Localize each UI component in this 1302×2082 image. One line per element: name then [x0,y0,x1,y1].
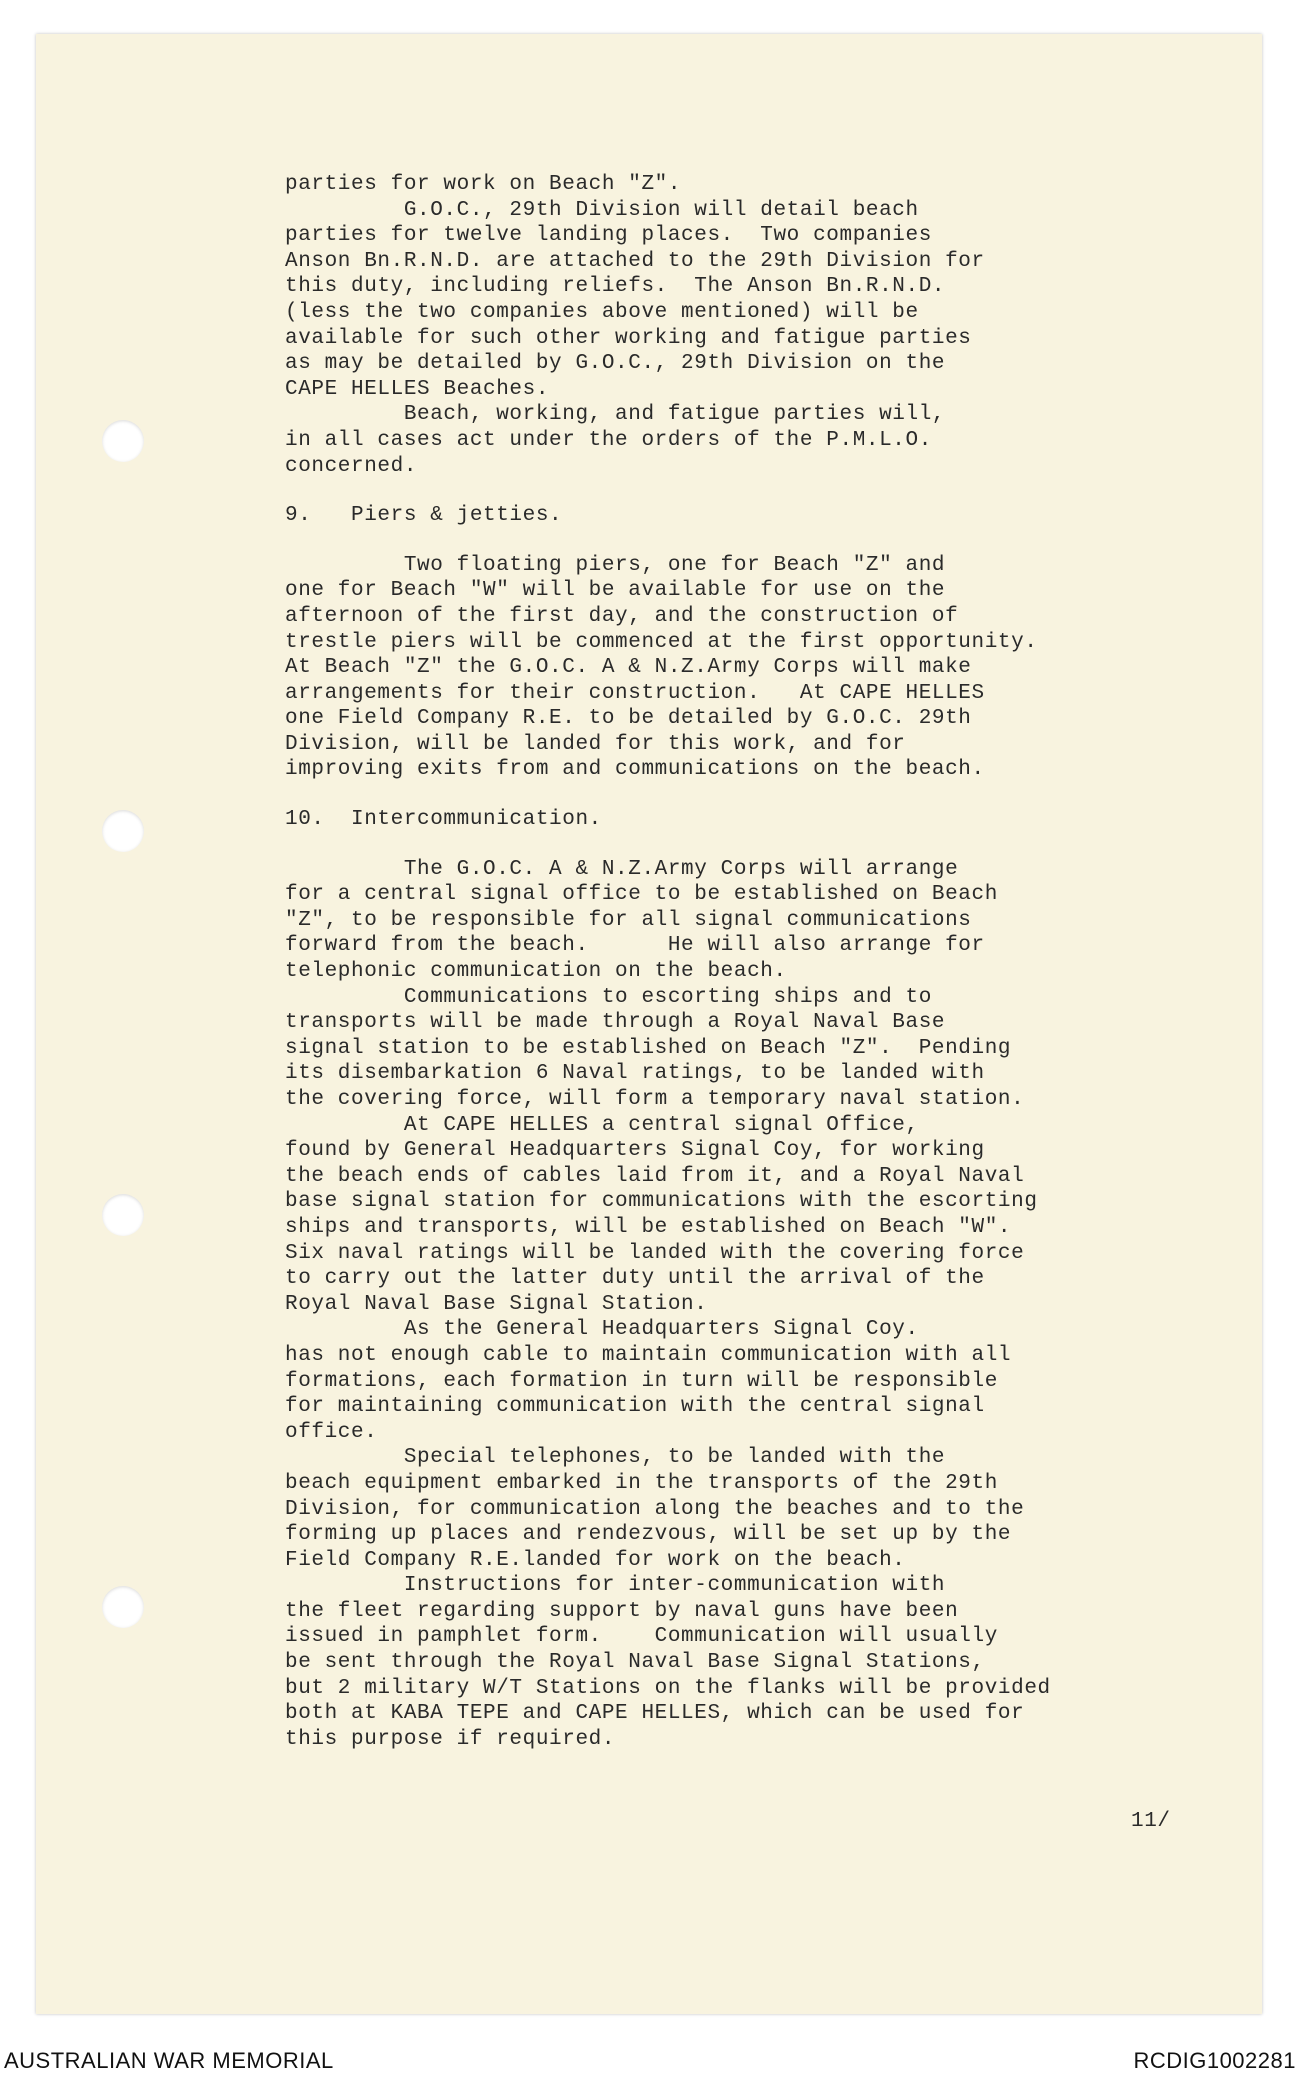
text-line: base signal station for communications with the escorting [285,1190,1038,1214]
text-line: Instructions for inter-communication with [285,1574,946,1598]
punch-hole [102,810,144,852]
text-line: CAPE HELLES Beaches. [285,377,550,401]
text-line: improving exits from and communications on the beach. [285,758,985,782]
text-line: parties for work on Beach "Z". [285,173,682,196]
paragraph-block-top [285,172,1185,479]
text-line: the beach ends of cables laid from it, and a Royal Naval [285,1164,1025,1188]
punch-hole [102,1194,144,1236]
text-line: found by General Headquarters Signal Coy, for working [285,1139,985,1163]
text-line: the fleet regarding support by naval guns have been [285,1599,959,1623]
text-line: this duty, including reliefs. The Anson Bn.R.N.D. [285,275,946,299]
text-line: but 2 military W/T Stations on the flanks will be provided [285,1676,1051,1700]
text-line: to carry out the latter duty until the arrival of the [285,1267,985,1291]
text-line: ships and transports, will be established on Beach "W". [285,1215,1012,1239]
text-line: At Beach "Z" the G.O.C. A & N.Z.Army Corps will make [285,656,972,680]
text-line: transports will be made through a Royal Naval Base [285,1011,946,1035]
text-line: The G.O.C. A & N.Z.Army Corps will arrange [285,857,959,881]
text-line: Two floating piers, one for Beach "Z" and [285,553,946,577]
text-line: for a central signal office to be established on Beach [285,883,998,907]
text-line: Communications to escorting ships and to [285,985,932,1009]
text-line: this purpose if required. [285,1727,616,1751]
text-line: afternoon of the first day, and the construction of [285,604,959,628]
text-line: one Field Company R.E. to be detailed by G.O.C. 29th [285,707,972,731]
text-line: has not enough cable to maintain communication with all [285,1343,1012,1367]
text-line: forming up places and rendezvous, will be set up by the [285,1523,1012,1547]
text-line: Beach, working, and fatigue parties will, [285,403,946,427]
text-line: the covering force, will form a temporary naval station. [285,1088,1025,1111]
text-line: parties for twelve landing places. Two companies [285,224,932,248]
text-line: forward from the beach. He will also arrange for [285,934,985,958]
text-line: available for such other working and fatigue parties [285,326,972,350]
text-line: office. [285,1420,378,1444]
text-line: beach equipment embarked in the transports of the 29th [285,1471,998,1495]
text-line: both at KABA TEPE and CAPE HELLES, which can be used for [285,1702,1025,1726]
section-heading-9: 9. Piers & jetties. [285,504,563,528]
text-line: At CAPE HELLES a central signal Office, [285,1113,919,1137]
text-line: Field Company R.E.landed for work on the beach. [285,1548,906,1572]
text-line: be sent through the Royal Naval Base Signal Stations, [285,1651,985,1675]
text-line: Division, will be landed for this work, and for [285,732,906,756]
archive-footer-right: RCDIG1002281 [1133,2048,1296,2073]
text-line: Anson Bn.R.N.D. are attached to the 29th Division for [285,249,985,273]
page-continuation-marker: 11/ [1131,1810,1171,1833]
text-line: Division, for communication along the beaches and to the [285,1497,1025,1521]
text-line: Special telephones, to be landed with the [285,1446,946,1470]
text-line: issued in pamphlet form. Communication will usually [285,1625,998,1649]
text-line: concerned. [285,454,418,478]
text-line: trestle piers will be commenced at the first opportunity. [285,630,1038,654]
text-line: in all cases act under the orders of the P.M.L.O. [285,428,932,452]
section-9-body [285,553,1185,783]
document-body [285,172,1185,1752]
text-line: its disembarkation 6 Naval ratings, to be landed with [285,1062,985,1086]
punch-hole [102,420,144,462]
archive-footer-left: AUSTRALIAN WAR MEMORIAL [4,2048,334,2073]
text-line: "Z", to be responsible for all signal communications [285,908,972,932]
text-line: Royal Naval Base Signal Station. [285,1292,708,1316]
text-line: formations, each formation in turn will be responsible [285,1369,998,1393]
text-line: for maintaining communication with the central signal [285,1395,985,1419]
text-line: one for Beach "W" will be available for use on the [285,579,946,603]
text-line: telephonic communication on the beach. [285,960,787,984]
text-line: As the General Headquarters Signal Coy. [285,1318,919,1342]
text-line: (less the two companies above mentioned) will be [285,300,919,324]
text-line: as may be detailed by G.O.C., 29th Division on the [285,352,946,376]
section-heading-10: 10. Intercommunication. [285,808,602,832]
section-10-body [285,857,1185,1753]
text-line: signal station to be established on Beach "Z". Pending [285,1036,1012,1060]
text-line: G.O.C., 29th Division will detail beach [285,198,919,222]
punch-hole [102,1586,144,1628]
text-line: arrangements for their construction. At CAPE HELLES [285,681,985,705]
text-line: Six naval ratings will be landed with the covering force [285,1241,1025,1265]
